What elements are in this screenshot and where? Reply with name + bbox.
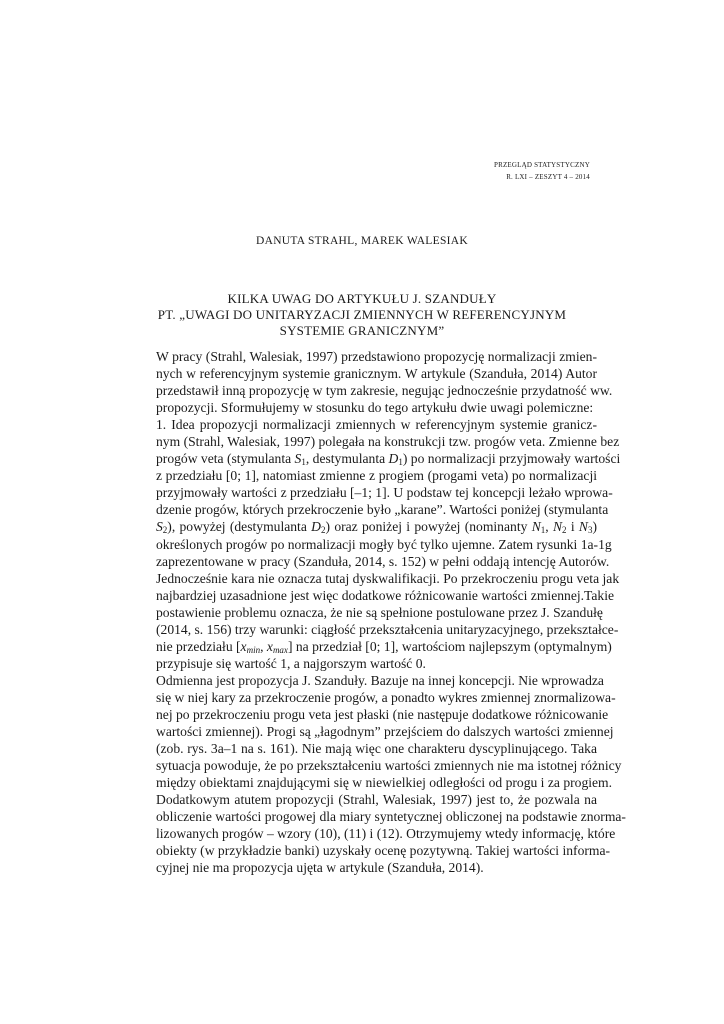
text-line: (zob. rys. 3a–1 na s. 161). Nie mają więc one charakteru dyscyplinującego. Taka (156, 741, 597, 757)
subscript: 2 (321, 525, 326, 536)
article-body (138, 348, 626, 876)
text-fragment: nie przedziału [ (156, 638, 241, 654)
subscript: 1 (398, 457, 403, 468)
text-line: 1. Idea propozycji normalizacji zmiennych w referencyjnym systemie granicz- (156, 417, 597, 433)
text-line: przyjmowały wartości z przedziału [–1; 1]. U podstaw tej koncepcji leżało wprowa- (156, 485, 613, 501)
text-line: sytuacja powoduje, że po przekształceniu wartości zmiennych nie ma istotnej różnicy (156, 758, 622, 774)
text-line: Odmienna jest propozycja J. Szanduły. Bazuje na innej koncepcji. Nie wprowadza (156, 672, 604, 688)
text-line: wartości zmiennej). Progi są „łagodnym” przejściem do dalszych wartości zmiennej (156, 724, 614, 740)
text-line: z przedziału [0; 1], natomiast zmienne z progiem (progami veta) po normalizacji (156, 468, 597, 484)
paragraph-2 (138, 416, 621, 672)
math-symbol: D (311, 519, 321, 535)
text-line: między obiektami znajdującymi się w niewielkiej odległości od progu i za progiem. (156, 775, 613, 791)
text-line: najbardziej uzasadnione jest więc dodatkowe różnicowanie wartości zmiennej.Takie (156, 587, 615, 603)
subscript: min (246, 644, 261, 655)
text-line (138, 638, 612, 655)
subscript: 2 (562, 525, 567, 536)
text-fragment: ) (592, 519, 598, 535)
text-line: przedstawił inną propozycję w tym zakresie, negując jednocześnie przydatność ww. (156, 383, 613, 399)
text-line: nej po przekroczeniu progu veta jest płaski (nie następuje dodatkowe różnicowanie (156, 706, 609, 722)
math-symbol: x (240, 638, 247, 654)
math-symbol: N (578, 519, 588, 535)
subscript: 2 (162, 525, 168, 536)
text-line: dzenie progów, których przekroczenie było „karane”. Wartości poniżej (stymulanta (156, 502, 609, 518)
subscript: 3 (588, 525, 593, 536)
math-symbol: N (552, 519, 563, 535)
text-fragment: , (260, 638, 267, 654)
subscript: max (272, 644, 288, 655)
text-line: lizowanych progów – wzory (10), (11) i (12). Otrzymujemy wtedy informację, które (156, 826, 616, 842)
journal-name: PRZEGLĄD STATYSTYCZNY (493, 161, 590, 169)
text-line: propozycji. Sformułujemy w stosunku do tego artykułu dwie uwagi polemiczne: (156, 400, 594, 416)
text-line: nych w referencyjnym systemie granicznym. W artykule (Szanduła, 2014) Autor (156, 366, 597, 382)
math-symbol: S (294, 451, 302, 467)
paragraph-1 (138, 348, 613, 416)
article-title (140, 291, 584, 339)
paragraph-4 (138, 791, 626, 876)
title-line-2: PT. „UWAGI DO UNITARYZACJI ZMIENNYCH W REFERENCYJNYM (157, 307, 567, 322)
text-line: obliczenie wartości progowej dla miary syntetycznej obliczonej na podstawie znorma- (156, 809, 626, 825)
text-line: postawienie problemu oznacza, że nie są spełnione postulowane przez J. Szandułę (156, 604, 603, 620)
text-fragment: ] na przedział [0; 1], wartościom najlepszym (optymalnym) (287, 638, 612, 654)
text-fragment: i (566, 519, 579, 535)
text-fragment: , (545, 519, 553, 535)
paragraph-3 (138, 672, 622, 791)
math-symbol: x (266, 638, 273, 654)
text-line: nym (Strahl, Walesiak, 1997) polegała na konstrukcji tzw. progów veta. Zmienne bez (156, 434, 620, 450)
text-line: się w niej kary za przekroczenie progów, a ponadto wykres zmiennej znormalizowa- (156, 689, 616, 705)
math-symbol: D (388, 451, 399, 467)
text-line: określonych progów po normalizacji mogły być tylko ujemne. Zatem rysunki 1a-1g (156, 536, 612, 552)
math-symbol: S (156, 519, 163, 535)
text-line: (2014, s. 156) trzy warunki: ciągłość przekształcenia unitaryzacyjnego, przekształce- (156, 621, 619, 637)
text-fragment: progów veta (stymulanta (156, 451, 295, 467)
text-fragment: ) po normalizacji przyjmowały wartości (402, 451, 621, 467)
text-line (138, 450, 621, 468)
text-line: W pracy (Strahl, Walesiak, 1997) przedstawiono propozycję normalizacji zmien- (156, 349, 597, 364)
text-line: przypisuje się wartość 1, a najgorszym wartość 0. (156, 655, 426, 671)
text-line: Jednocześnie kara nie oznacza tutaj dyskwalifikacji. Po przekroczeniu progu veta jak (156, 570, 620, 586)
text-fragment: ) oraz poniżej i powyżej (nominanty (325, 519, 532, 535)
text-line: obiekty (w przykładzie banki) uzyskały ocenę pozytywną. Takiej wartości informa- (156, 843, 611, 859)
text-line: zaprezentowane w pracy (Szanduła, 2014, s. 152) w pełni oddają intencję Autorów. (156, 553, 610, 569)
text-fragment: ), powyżej (destymulanta (167, 519, 312, 535)
subscript: 1 (301, 457, 306, 468)
subscript: 1 (540, 525, 546, 536)
text-line (138, 518, 597, 535)
text-line: Dodatkowym atutem propozycji (Strahl, Walesiak, 1997) jest to, że pozwala na (156, 792, 597, 808)
math-symbol: N (531, 519, 541, 535)
journal-issue: R. LXI – ZESZYT 4 – 2014 (506, 173, 590, 181)
title-line-1: KILKA UWAG DO ARTYKUŁU J. SZANDUŁY (227, 291, 497, 306)
title-line-3: SYSTEMIE GRANICZNYM” (279, 323, 445, 338)
authors: DANUTA STRAHL, MAREK WALESIAK (255, 235, 468, 247)
text-line: cyjnej nie ma propozycja ujęta w artykule (Szanduła, 2014). (156, 860, 484, 876)
text-fragment: , destymulanta (305, 451, 389, 467)
journal-header (494, 159, 590, 183)
